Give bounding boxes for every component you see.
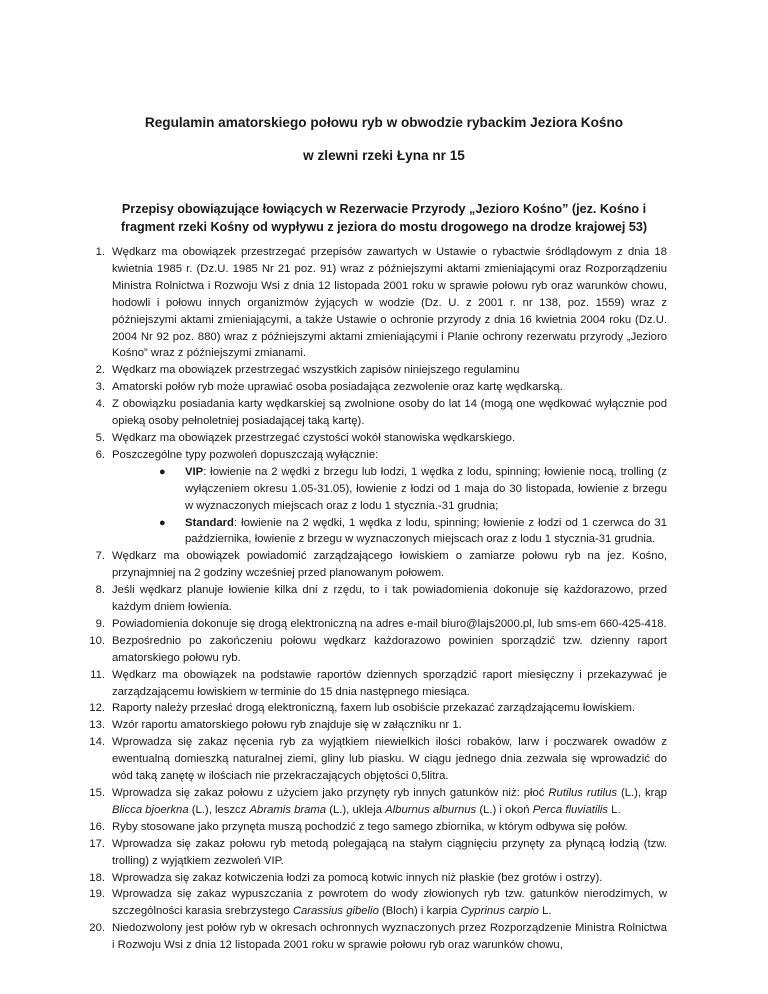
rule-text: Wzór raportu amatorskiego połowu ryb znajduje się w załączniku nr 1.: [112, 719, 462, 732]
bullet-icon: ●: [159, 516, 166, 529]
rule-item: 12. Raporty należy przesłać drogą elektroniczną, faxem lub osobiście przekazać zarządzającemu łowiskiem.: [89, 702, 636, 715]
permit-type-vip: ● VIP: łowienie na 2 wędki z brzegu lub łodzi, 1 wędka z lodu, spinning; łowienie nocą, trolling (z wyłączeniem okresu 1.05-31.05), łowienie z łodzi od 1 maja do 30 listopada, łowienie z brzegu w wyznaczonych miejscach oraz z lodu 1 stycznia.-31 grudnia;: [159, 465, 667, 512]
rule-text: Wędkarz ma obowiązek na podstawie raportów dziennych sporządzić raport miesięczny i przekazywać je zarządzającemu łowiskiem w terminie do 15 dnia następnego miesiąca.: [112, 668, 667, 698]
rule-item: 14. Wprowadza się zakaz nęcenia ryb za wyjątkiem niewielkich ilości robaków, larw i poczwarek owadów z ewentualną domieszką naturalnej ziemi, gliny lub piasku. W ciągu jednego dnia zezwala się wprowadzić do wód taką zanętę w ilościach nie przekraczających objętości 0,5litra.: [89, 736, 667, 783]
rule-text: Wędkarz ma obowiązek przestrzegać czystości wokół stanowiska wędkarskiego.: [112, 431, 516, 444]
rule-item: 10. Bezpośrednio po zakończeniu połowu wędkarz każdorazowo powinien sporządzić tzw. dzienny raport amatorskiego połowu ryb.: [89, 634, 667, 664]
rule-text: Wędkarz ma obowiązek powiadomić zarządzającego łowiskiem o zamiarze połowu ryb na jez. Kośno, przynajmniej na 2 godziny wcześniej przed planowanym połowem.: [112, 550, 667, 580]
rule-item: 19. Wprowadza się zakaz wypuszczania z powrotem do wody złowionych ryb tzw. gatunków nierodzimych, w szczególności karasia srebrzystego Carassius gibelio (Bloch) i karpia Cyprinus carpio L.: [89, 888, 667, 918]
rule-text: Wędkarz ma obowiązek przestrzegać wszystkich zapisów niniejszego regulaminu: [112, 364, 520, 377]
rule-item: 7. Wędkarz ma obowiązek powiadomić zarządzającego łowiskiem o zamiarze połowu ryb na jez. Kośno, przynajmniej na 2 godziny wcześniej przed planowanym połowem.: [95, 550, 667, 580]
rule-text: Poszczególne typy pozwoleń dopuszczają wyłącznie:: [112, 448, 379, 461]
rule-text: Z obowiązku posiadania karty wędkarskiej są zwolnione osoby do lat 14 (mogą one wędkować wyłącznie pod opieką osoby pełnoletniej posiadającej taką kartę).: [112, 398, 667, 428]
rule-text: Niedozwolony jest połów ryb w okresach ochronnych wyznaczonych przez Rozporządzenie Ministra Rolnictwa i Rozwoju Wsi z dnia 12 listopada 2001 roku w sprawie połowu ryb oraz warunków chowu,: [112, 922, 667, 952]
rule-item: 9. Powiadomienia dokonuje się drogą elektroniczną na adres e-mail biuro@lajs2000.pl, lub sms-em 660-425-418.: [95, 617, 667, 630]
rule-text: Wprowadza się zakaz kotwiczenia łodzi za pomocą kotwic innych niż płaskie (bez grotów i ostrzy).: [112, 871, 603, 884]
rule-text: Ryby stosowane jako przynęta muszą pochodzić z tego samego zbiornika, w którym odbywa się połów.: [112, 820, 628, 833]
rule-text: Powiadomienia dokonuje się drogą elektroniczną na adres e-mail biuro@lajs2000.pl, lub sms-em 660-425-418.: [112, 617, 667, 630]
permit-types-list: [112, 464, 667, 549]
permit-type-standard: ● Standard: łowienie na 2 wędki, 1 wędka z lodu, spinning; łowienie z łodzi od 1 czerwca do 31 października, łowienie z brzegu w wyznaczonych miejscach oraz z lodu 1 stycznia-31 grudnia.: [159, 516, 667, 546]
rule-text: Wprowadza się zakaz połowu ryb metodą polegającą na stałym ciągnięciu przynęty za płynącą łodzią (tzw. trolling) z wyjątkiem zezwoleń VIP.: [112, 837, 667, 867]
rule-text: Wędkarz ma obowiązek przestrzegać przepisów zawartych w Ustawie o rybactwie śródlądowym z dnia 18 kwietnia 1985 r. (Dz.U. 1985 Nr 21 poz. 91) wraz z późniejszymi aktami zmieniającymi oraz Rozporządzeniu Ministra Rolnictwa i Rozwoju Wsi z dnia 12 listopada 2001 roku w sprawie połowu ryb oraz warunków chowu, hodowli i połowu innych organizmów żyjących w wodzie (Dz. U. z 2001 r. nr 138, poz. 1559) wraz z późniejszymi aktami zmieniającymi, a także Ustawie o ochronie przyrody z dnia 16 kwietnia 2004 roku (Dz.U. 2004 Nr 92 poz. 880) wraz z późniejszymi aktami zmieniającymi i Planie ochrony rezerwatu przyrody „Jezioro Kośno” wraz z późniejszymi zmianami.: [112, 246, 667, 360]
rule-item: 18. Wprowadza się zakaz kotwiczenia łodzi za pomocą kotwic innych niż płaskie (bez grotów i ostrzy).: [89, 871, 603, 884]
document-title: Regulamin amatorskiego połowu ryb w obwodzie rybackim Jeziora Kośno: [144, 115, 624, 130]
rule-item: 8. Jeśli wędkarz planuje łowienie kilka dni z rzędu, to i tak powiadomienia dokonuje się każdorazowo, przed każdym dniem łowienia.: [95, 584, 667, 614]
rule-text: Amatorski połów ryb może uprawiać osoba posiadająca zezwolenie oraz kartę wędkarską.: [112, 381, 563, 394]
rule-item: 11. Wędkarz ma obowiązek na podstawie raportów dziennych sporządzić raport miesięczny i przekazywać je zarządzającemu łowiskiem w terminie do 15 dnia następnego miesiąca.: [90, 668, 667, 698]
rule-item: 5. Wędkarz ma obowiązek przestrzegać czystości wokół stanowiska wędkarskiego.: [95, 431, 516, 444]
rule-text: Wprowadza się zakaz nęcenia ryb za wyjątkiem niewielkich ilości robaków, larw i poczwarek owadów z ewentualną domieszką naturalnej ziemi, gliny lub piasku. W ciągu jednego dnia zezwala się wprowadzić do wód taką zanętę w ilościach nie przekraczających objętości 0,5litra.: [112, 736, 667, 783]
rule-text: Bezpośrednio po zakończeniu połowu wędkarz każdorazowo powinien sporządzić tzw. dzienny raport amatorskiego połowu ryb.: [112, 634, 667, 664]
rule-item: 6. Poszczególne typy pozwoleń dopuszczają wyłącznie: ● VIP: łowienie na 2 wędki z brzegu lub łodzi, 1 wędka z lodu, spinning; łowienie nocą, trolling (z wyłączeniem okresu 1.05-31.05), łowienie z łodzi od 1 maja do 30 listopada, łowienie z brzegu w wyznaczonych miejscach oraz z lodu 1 stycznia.-31 grudnia; ● Standard: łowienie na 2 wędki, 1 wędka z lodu, spinning; łowienie z łodzi od 1 czerwca do 31 października, łowienie z brzegu w wyznaczonych miejscach oraz z lodu 1 stycznia-31 grudnia.: [112, 447, 667, 548]
rule-item: 3. Amatorski połów ryb może uprawiać osoba posiadająca zezwolenie oraz kartę wędkarską.: [95, 381, 563, 394]
rule-item: 17. Wprowadza się zakaz połowu ryb metodą polegającą na stałym ciągnięciu przynęty za płynącą łodzią (tzw. trolling) z wyjątkiem zezwoleń VIP.: [89, 837, 667, 867]
rule-item: 13. Wzór raportu amatorskiego połowu ryb znajduje się w załączniku nr 1.: [89, 719, 462, 732]
rule-item: 15. Wprowadza się zakaz połowu z użyciem jako przynęty ryb innych gatunków niż: płoć Rutilus rutilus (L.), krąp Blicca bjoerkna (L.), leszcz Abramis brama (L.), ukleja Alburnus alburnus (L.) i okoń Perca fluviatilis L.: [89, 787, 667, 816]
rules-list: [89, 244, 667, 954]
section-title: Przepisy obowiązujące łowiących w Rezerwacie Przyrody „Jezioro Kośno” (jez. Kośno i fragment rzeki Kośny od wypływu z jeziora do mostu drogowego na drodze krajowej 53): [120, 202, 648, 234]
rule-item: 2. Wędkarz ma obowiązek przestrzegać wszystkich zapisów niniejszego regulaminu: [95, 364, 520, 377]
bullet-icon: ●: [159, 465, 166, 478]
rule-item: 4. Z obowiązku posiadania karty wędkarskiej są zwolnione osoby do lat 14 (mogą one wędkować wyłącznie pod opieką osoby pełnoletniej posiadającej taką kartę).: [95, 398, 667, 428]
rule-text: Jeśli wędkarz planuje łowienie kilka dni z rzędu, to i tak powiadomienia dokonuje się każdorazowo, przed każdym dniem łowienia.: [112, 584, 667, 614]
rule-text: Wprowadza się zakaz połowu z użyciem jako przynęty ryb innych gatunków niż: płoć Rutilus rutilus (L.), krąp Blicca bjoerkna (L.), leszcz Abramis brama (L.), ukleja Alburnus alburnus (L.) i okoń Perca fluviatilis L.: [112, 787, 667, 816]
rule-text: Wprowadza się zakaz wypuszczania z powrotem do wody złowionych ryb tzw. gatunków nierodzimych, w szczególności karasia srebrzystego Carassius gibelio (Bloch) i karpia Cyprinus carpio L.: [112, 888, 667, 918]
document-subtitle: w zlewni rzeki Łyna nr 15: [303, 148, 465, 163]
rule-item: 16. Ryby stosowane jako przynęta muszą pochodzić z tego samego zbiornika, w którym odbywa się połów.: [89, 820, 628, 833]
rule-item: 20. Niedozwolony jest połów ryb w okresach ochronnych wyznaczonych przez Rozporządzenie Ministra Rolnictwa i Rozwoju Wsi z dnia 12 listopada 2001 roku w sprawie połowu ryb oraz warunków chowu,: [89, 922, 667, 952]
rule-item: 1. Wędkarz ma obowiązek przestrzegać przepisów zawartych w Ustawie o rybactwie śródlądowym z dnia 18 kwietnia 1985 r. (Dz.U. 1985 Nr 21 poz. 91) wraz z późniejszymi aktami zmieniającymi oraz Rozporządzeniu Ministra Rolnictwa i Rozwoju Wsi z dnia 12 listopada 2001 roku w sprawie połowu ryb oraz warunków chowu, hodowli i połowu innych organizmów żyjących w wodzie (Dz. U. z 2001 r. nr 138, poz. 1559) wraz z późniejszymi aktami zmieniającymi, a także Ustawie o ochronie przyrody z dnia 16 kwietnia 2004 roku (Dz.U. 2004 Nr 92 poz. 880) wraz z późniejszymi aktami zmieniającymi i Planie ochrony rezerwatu przyrody „Jezioro Kośno” wraz z późniejszymi zmianami.: [95, 246, 667, 360]
rule-text: Raporty należy przesłać drogą elektroniczną, faxem lub osobiście przekazać zarządzającemu łowiskiem.: [112, 702, 636, 715]
